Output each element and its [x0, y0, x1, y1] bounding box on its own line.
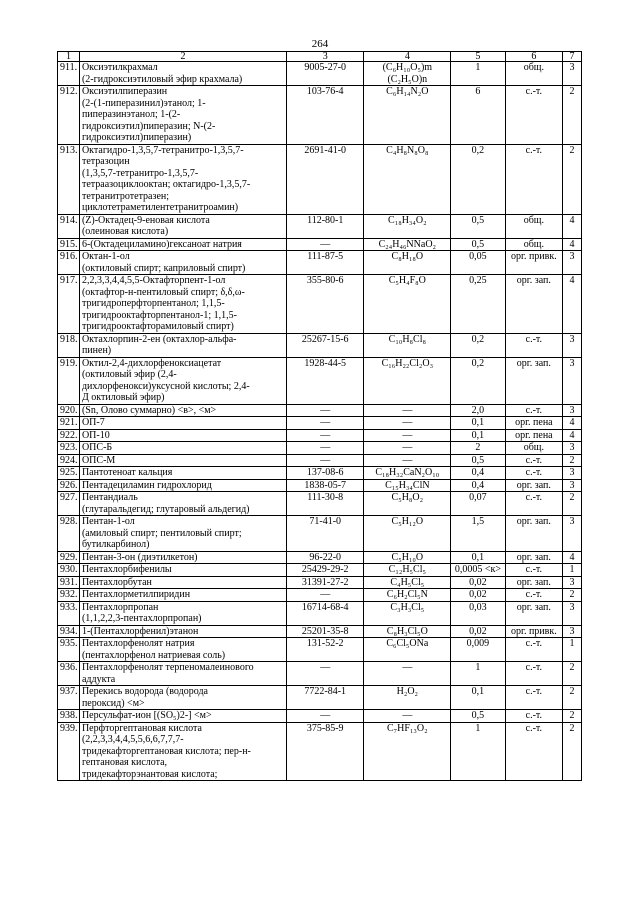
substance-name: Пентандиаль (глутаральдегид; глутаровый альдегид) — [79, 492, 286, 516]
limit-value: 0,2 — [451, 357, 505, 404]
hazard-class: 3 — [563, 467, 582, 480]
cas-number: 355-80-6 — [287, 275, 364, 334]
table-row — [58, 86, 582, 145]
column-header: 1 — [58, 52, 80, 62]
substance-name: Оксиэтилпиперазин (2-(1-пиперазинил)этанол; 1- пиперазинэтанол; 1-(2- гидроксиэтил)пиперазин; N-(2- гидроксиэтил)пиперазин) — [79, 86, 286, 145]
row-number: 933. — [58, 601, 80, 625]
cas-number: — — [287, 454, 364, 467]
row-number: 915. — [58, 238, 80, 251]
chemical-formula: — — [364, 417, 451, 430]
hazard-class: 4 — [563, 214, 582, 238]
row-number: 925. — [58, 467, 80, 480]
chemical-formula: C₄H₈N₈O₈ — [364, 144, 451, 214]
limit-value: 1 — [451, 722, 505, 781]
hazard-class: 2 — [563, 454, 582, 467]
chemical-formula: C₄H₅Cl₅ — [364, 576, 451, 589]
substance-name: ОП-10 — [79, 429, 286, 442]
row-number: 922. — [58, 429, 80, 442]
cas-number: 103-76-4 — [287, 86, 364, 145]
row-number: 917. — [58, 275, 80, 334]
chemical-formula: C₆H₂Cl₅N — [364, 589, 451, 602]
table-row — [58, 357, 582, 404]
substance-name: Октан-1-ол (октиловый спирт; каприловый спирт) — [79, 251, 286, 275]
substance-name: Пентахлорфенолят терпеномалеинового аддукта — [79, 662, 286, 686]
row-number: 938. — [58, 710, 80, 723]
cas-number: 16714-68-4 — [287, 601, 364, 625]
row-number: 924. — [58, 454, 80, 467]
table-row — [58, 686, 582, 710]
harm-indicator: с.-т. — [505, 492, 563, 516]
table-row — [58, 454, 582, 467]
hazard-class: 4 — [563, 238, 582, 251]
chemical-formula: (C₆H₁₀O₅)m (C₂H₅O)n — [364, 62, 451, 86]
limit-value: 2,0 — [451, 404, 505, 417]
limit-value: 0,5 — [451, 710, 505, 723]
harm-indicator: с.-т. — [505, 662, 563, 686]
limit-value: 0,1 — [451, 686, 505, 710]
table-row — [58, 467, 582, 480]
substance-name: ОПС-М — [79, 454, 286, 467]
table-row — [58, 144, 582, 214]
limit-value: 1 — [451, 62, 505, 86]
substance-name: Пентахлорбифенилы — [79, 564, 286, 577]
table-row — [58, 417, 582, 430]
hazard-class: 2 — [563, 710, 582, 723]
substance-name: Октахлорпин-2-ен (октахлор-альфа- пинен) — [79, 333, 286, 357]
cas-number: 25267-15-6 — [287, 333, 364, 357]
chemical-formula: C₃H₃Cl₅ — [364, 601, 451, 625]
hazard-class: 4 — [563, 429, 582, 442]
chemical-formula: — — [364, 662, 451, 686]
substance-name: Персульфат-ион [(SO₅)2-] <м> — [79, 710, 286, 723]
page-number: 264 — [311, 38, 329, 50]
limit-value: 0,2 — [451, 333, 505, 357]
row-number: 916. — [58, 251, 80, 275]
limit-value: 1,5 — [451, 516, 505, 552]
substance-name: Перфторгептановая кислота (2,2,3,3,4,4,5,5,6,6,7,7,7- тридекафторгептановая кислота; пер-н- гептановая кислота, тридекафторэнантовая кислота; — [79, 722, 286, 781]
harm-indicator: орг. пена — [505, 429, 563, 442]
hazard-class: 2 — [563, 589, 582, 602]
chemical-formula: — — [364, 442, 451, 455]
harm-indicator: с.-т. — [505, 638, 563, 662]
table-row — [58, 62, 582, 86]
column-header: 2 — [79, 52, 286, 62]
row-number: 927. — [58, 492, 80, 516]
harm-indicator: орг. зап. — [505, 576, 563, 589]
harm-indicator: с.-т. — [505, 467, 563, 480]
cas-number: 375-85-9 — [287, 722, 364, 781]
harm-indicator: орг. зап. — [505, 516, 563, 552]
limit-value: 0,02 — [451, 576, 505, 589]
harm-indicator: орг. привк. — [505, 251, 563, 275]
row-number: 929. — [58, 551, 80, 564]
harm-indicator: орг. пена — [505, 417, 563, 430]
limit-value: 0,1 — [451, 551, 505, 564]
row-number: 920. — [58, 404, 80, 417]
table-row — [58, 722, 582, 781]
harm-indicator: с.-т. — [505, 333, 563, 357]
chemical-formula: C₁₅H₃₄ClN — [364, 479, 451, 492]
table-row — [58, 576, 582, 589]
harm-indicator: орг. зап. — [505, 601, 563, 625]
cas-number: — — [287, 429, 364, 442]
table-row — [58, 625, 582, 638]
row-number: 932. — [58, 589, 80, 602]
hazard-class: 3 — [563, 625, 582, 638]
substance-name: Пентахлорфенолят натрия (пентахлорфенол натриевая соль) — [79, 638, 286, 662]
table-row — [58, 662, 582, 686]
row-number: 923. — [58, 442, 80, 455]
cas-number: 111-30-8 — [287, 492, 364, 516]
limit-value: 0,5 — [451, 214, 505, 238]
substance-name: 1-(Пентахлорфенил)этанон — [79, 625, 286, 638]
hazard-class: 2 — [563, 492, 582, 516]
chemical-formula: C₆H₁₄N₂O — [364, 86, 451, 145]
limit-value: 1 — [451, 662, 505, 686]
hazard-class: 4 — [563, 417, 582, 430]
chemical-formula: — — [364, 404, 451, 417]
cas-number: 1838-05-7 — [287, 479, 364, 492]
chemical-formula: — — [364, 454, 451, 467]
row-number: 936. — [58, 662, 80, 686]
hazard-class: 3 — [563, 333, 582, 357]
cas-number: — — [287, 404, 364, 417]
table-row — [58, 442, 582, 455]
substance-name: 6-(Октадециламино)гексаноат натрия — [79, 238, 286, 251]
harm-indicator: общ. — [505, 62, 563, 86]
table-row — [58, 589, 582, 602]
substance-name: Пентахлорпропан (1,1,2,2,3-пентахлорпропан) — [79, 601, 286, 625]
row-number: 918. — [58, 333, 80, 357]
harm-indicator: орг. привк. — [505, 625, 563, 638]
header-row — [58, 52, 582, 62]
limit-value: 0,25 — [451, 275, 505, 334]
cas-number: — — [287, 710, 364, 723]
hazard-class: 2 — [563, 722, 582, 781]
hazard-class: 3 — [563, 601, 582, 625]
chemical-formula: — — [364, 710, 451, 723]
row-number: 934. — [58, 625, 80, 638]
hazard-class: 1 — [563, 564, 582, 577]
hazard-class: 1 — [563, 638, 582, 662]
chemical-formula: C₅H₄F₈O — [364, 275, 451, 334]
hazard-class: 2 — [563, 86, 582, 145]
hazard-class: 4 — [563, 551, 582, 564]
chemical-formula: C₁₆H₂₂Cl₂O₃ — [364, 357, 451, 404]
column-header: 7 — [563, 52, 582, 62]
chemical-formula: — — [364, 429, 451, 442]
row-number: 913. — [58, 144, 80, 214]
cas-number: 1928-44-5 — [287, 357, 364, 404]
hazard-class: 3 — [563, 516, 582, 552]
limit-value: 0,2 — [451, 144, 505, 214]
chemical-formula: H₂O₂ — [364, 686, 451, 710]
cas-number: 71-41-0 — [287, 516, 364, 552]
cas-number: 96-22-0 — [287, 551, 364, 564]
harm-indicator: с.-т. — [505, 710, 563, 723]
substance-name: Пентан-1-ол (амиловый спирт; пентиловый спирт; бутилкарбинол) — [79, 516, 286, 552]
table-row — [58, 251, 582, 275]
cas-number: 2691-41-0 — [287, 144, 364, 214]
substance-name: Пентан-3-он (диэтилкетон) — [79, 551, 286, 564]
cas-number: 112-80-1 — [287, 214, 364, 238]
table-row — [58, 275, 582, 334]
limit-value: 0,07 — [451, 492, 505, 516]
chemical-formula: C₂₄H₄₆NNaO₂ — [364, 238, 451, 251]
column-header: 5 — [451, 52, 505, 62]
harm-indicator: орг. зап. — [505, 357, 563, 404]
hazard-class: 3 — [563, 404, 582, 417]
row-number: 911. — [58, 62, 80, 86]
cas-number: — — [287, 417, 364, 430]
harm-indicator: орг. зап. — [505, 275, 563, 334]
substance-name: Оксиэтилкрахмал (2-гидроксиэтиловый эфир крахмала) — [79, 62, 286, 86]
table-row — [58, 638, 582, 662]
hazard-class: 2 — [563, 662, 582, 686]
table-row — [58, 710, 582, 723]
limit-value: 0,02 — [451, 625, 505, 638]
harm-indicator: общ. — [505, 442, 563, 455]
substance-name: Пентахлорметилпиридин — [79, 589, 286, 602]
chemical-formula: C₁₂H₅Cl₅ — [364, 564, 451, 577]
table-row — [58, 516, 582, 552]
table-row — [58, 404, 582, 417]
row-number: 930. — [58, 564, 80, 577]
limit-value: 0,1 — [451, 417, 505, 430]
substance-name: Пентадециламин гидрохлорид — [79, 479, 286, 492]
limit-value: 0,1 — [451, 429, 505, 442]
harm-indicator: орг. зап. — [505, 479, 563, 492]
limit-value: 0,02 — [451, 589, 505, 602]
chemical-formula: C₇HF₁₃O₂ — [364, 722, 451, 781]
hazard-class: 3 — [563, 442, 582, 455]
substance-name: Октил-2,4-дихлорфеноксиацетат (октиловый эфир (2,4- дихлорфенокси)уксусной кислоты; 2,4- Д октиловый эфир) — [79, 357, 286, 404]
hazard-class: 3 — [563, 357, 582, 404]
row-number: 928. — [58, 516, 80, 552]
harm-indicator: орг. зап. — [505, 551, 563, 564]
limit-value: 0,5 — [451, 238, 505, 251]
hazard-class: 2 — [563, 686, 582, 710]
row-number: 926. — [58, 479, 80, 492]
limit-value: 6 — [451, 86, 505, 145]
table-row — [58, 429, 582, 442]
table-row — [58, 492, 582, 516]
cas-number: 137-08-6 — [287, 467, 364, 480]
table-row — [58, 238, 582, 251]
table-row — [58, 551, 582, 564]
chemical-formula: C₅H₈O₂ — [364, 492, 451, 516]
harm-indicator: с.-т. — [505, 589, 563, 602]
harm-indicator: общ. — [505, 238, 563, 251]
row-number: 919. — [58, 357, 80, 404]
chemical-formula: C₁₀H₈Cl₈ — [364, 333, 451, 357]
substance-name: 2,2,3,3,4,4,5,5-Октафторпент-1-ол (октафтор-н-пентиловый спирт; δ,δ,ω- тригидроперфторпентанол; 1,1,5- тригидрооктафторпентанол-1; 1,1,5- тригидрооктафторамиловый спирт) — [79, 275, 286, 334]
chemical-formula: C₅H₁₀O — [364, 551, 451, 564]
table-row — [58, 564, 582, 577]
substance-name: ОПС-Б — [79, 442, 286, 455]
cas-number: 131-52-2 — [287, 638, 364, 662]
harm-indicator: с.-т. — [505, 454, 563, 467]
hazard-class: 3 — [563, 479, 582, 492]
cas-number: 9005-27-0 — [287, 62, 364, 86]
chemical-formula: C₈H₁₈O — [364, 251, 451, 275]
hazard-class: 3 — [563, 251, 582, 275]
limit-value: 0,4 — [451, 467, 505, 480]
harm-indicator: с.-т. — [505, 686, 563, 710]
hazard-class: 2 — [563, 144, 582, 214]
substance-name: (Z)-Октадец-9-еновая кислота (олеиновая кислота) — [79, 214, 286, 238]
harm-indicator: с.-т. — [505, 564, 563, 577]
table-row — [58, 214, 582, 238]
cas-number: 31391-27-2 — [287, 576, 364, 589]
chemical-formula: C₈H₃Cl₅O — [364, 625, 451, 638]
cas-number: 7722-84-1 — [287, 686, 364, 710]
table-row — [58, 333, 582, 357]
hazard-class: 3 — [563, 62, 582, 86]
row-number: 935. — [58, 638, 80, 662]
chemical-formula: C₁₈H₃₂CaN₂O₁₀ — [364, 467, 451, 480]
column-header: 3 — [287, 52, 364, 62]
cas-number: 111-87-5 — [287, 251, 364, 275]
row-number: 912. — [58, 86, 80, 145]
harm-indicator: с.-т. — [505, 144, 563, 214]
cas-number: 25201-35-8 — [287, 625, 364, 638]
chemical-formula: C₆Cl₅ONa — [364, 638, 451, 662]
row-number: 914. — [58, 214, 80, 238]
table-row — [58, 479, 582, 492]
row-number: 939. — [58, 722, 80, 781]
limit-value: 0,03 — [451, 601, 505, 625]
cas-number: — — [287, 662, 364, 686]
limit-value: 0,05 — [451, 251, 505, 275]
harm-indicator: с.-т. — [505, 404, 563, 417]
row-number: 937. — [58, 686, 80, 710]
substance-name: (Sn, Олово суммарно) <в>, <м> — [79, 404, 286, 417]
cas-number: — — [287, 589, 364, 602]
cas-number: — — [287, 442, 364, 455]
cas-number: — — [287, 238, 364, 251]
row-number: 921. — [58, 417, 80, 430]
chemical-formula: C₅H₁₂O — [364, 516, 451, 552]
substance-name: Пентахлорбутан — [79, 576, 286, 589]
harm-indicator: с.-т. — [505, 86, 563, 145]
substance-name: ОП-7 — [79, 417, 286, 430]
substance-table — [57, 51, 582, 781]
hazard-class: 3 — [563, 576, 582, 589]
column-header: 6 — [505, 52, 563, 62]
harm-indicator: с.-т. — [505, 722, 563, 781]
limit-value: 2 — [451, 442, 505, 455]
limit-value: 0,5 — [451, 454, 505, 467]
hazard-class: 4 — [563, 275, 582, 334]
cas-number: 25429-29-2 — [287, 564, 364, 577]
table-row — [58, 601, 582, 625]
substance-name: Октагидро-1,3,5,7-тетранитро-1,3,5,7- тетразоцин (1,3,5,7-тетранитро-1,3,5,7- тетраазоциклооктан; октагидро-1,3,5,7- тетранитротетразен; циклотетраметилентетранитроамин) — [79, 144, 286, 214]
row-number: 931. — [58, 576, 80, 589]
substance-name: Перекись водорода (водорода пероксид) <м> — [79, 686, 286, 710]
limit-value: 0,4 — [451, 479, 505, 492]
chemical-formula: C₁₈H₃₄O₂ — [364, 214, 451, 238]
limit-value: 0,0005 <к> — [451, 564, 505, 577]
column-header: 4 — [364, 52, 451, 62]
limit-value: 0,009 — [451, 638, 505, 662]
harm-indicator: общ. — [505, 214, 563, 238]
substance-name: Пантотеноат кальция — [79, 467, 286, 480]
